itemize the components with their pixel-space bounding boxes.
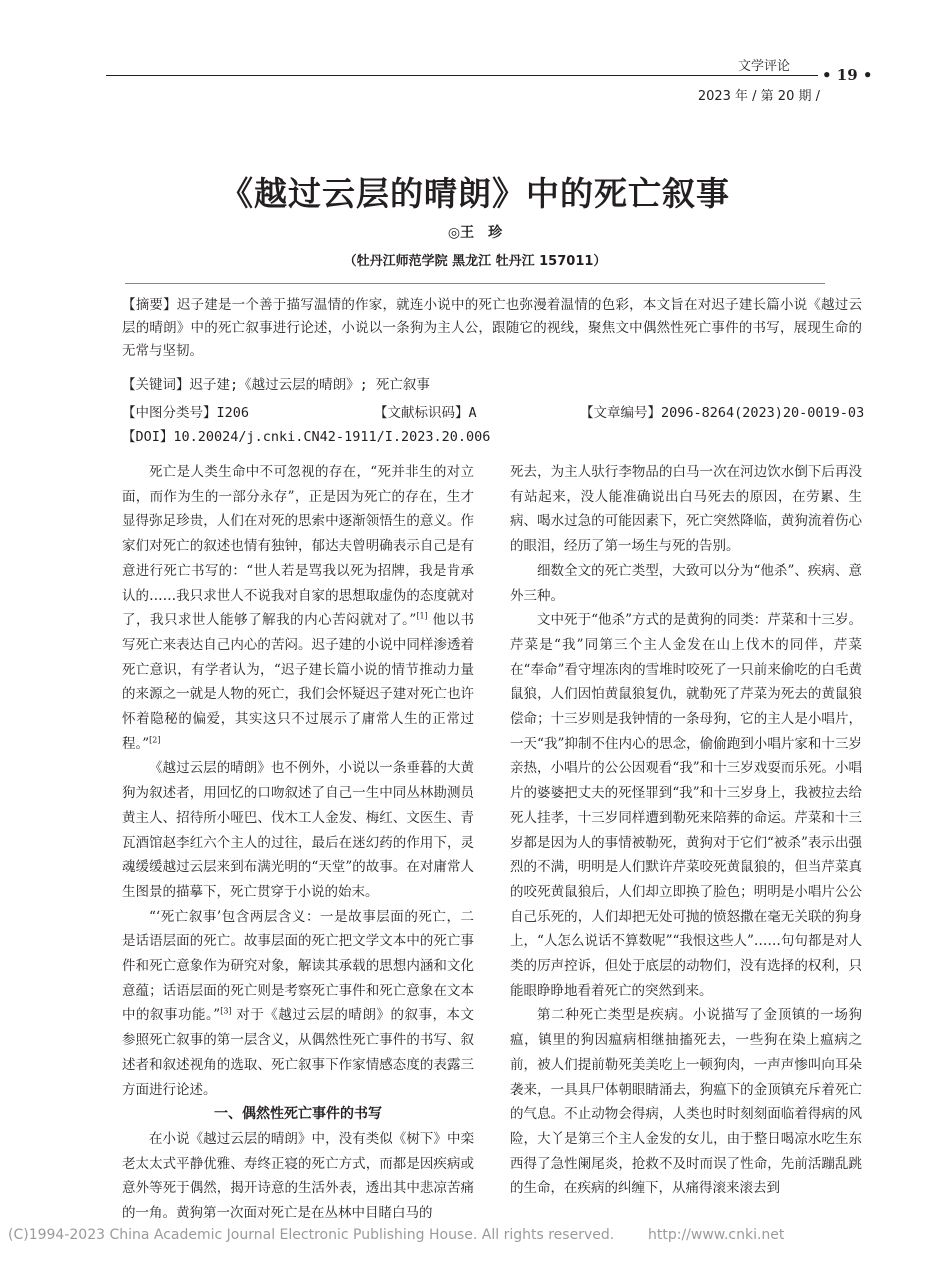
classification-number: 【中图分类号】I206	[122, 405, 250, 421]
issue-info: 2023 年 / 第 20 期 /	[697, 89, 820, 104]
affiliation: （牡丹江师范学院 黑龙江 牡丹江 157011）	[343, 254, 607, 269]
author: ◎王 珍	[447, 225, 503, 241]
paragraph-text: 他以书写死亡来表达自己内心的苦闷。迟子建的小说中同样渗透着死亡意识，有学者认为，“迟子建长篇小说的情节推动力量的来源之一就是人物的死亡，我们会怀疑迟子建对死亡也许怀着隐秘的偏爱，其实这只不过展示了庸常人生的正常过程。”	[122, 612, 475, 752]
paragraph: 死去，为主人驮行李物品的白马一次在河边饮水倒下后再没有站起来，没人能准确说出白马死去的原因，在劳累、生病、喝水过急的可能因素下，死亡突然降临，黄狗流着伤心的眼泪，经历了第一场生与死的告别。	[510, 464, 862, 555]
paragraph	[122, 460, 474, 756]
paragraph	[122, 905, 474, 1103]
doi[interactable]: 【DOI】10.20024/j.cnki.CN42-1911/I.2023.20.006	[122, 429, 491, 445]
header-rule	[106, 75, 818, 76]
citation-ref[interactable]: [2]	[149, 735, 161, 745]
paragraph: 《越过云层的晴朗》也不例外，小说以一条垂暮的大黄狗为叙述者，用回忆的口吻叙述了自己一生中同丛林勘测员黄主人、招待所小哑巴、伐木工人金发、梅红、文医生、青瓦酒馆赵李红六个主人的过往，最后在迷幻药的作用下，灵魂缓缓越过云层来到布满光明的“天堂”的故事。在对庸常人生图景的描摹下，死亡贯穿于小说的始末。	[122, 760, 474, 900]
copyright-notice: (C)1994-2023 China Academic Journal Electronic Publishing House. All rights reserved.	[8, 1227, 615, 1243]
keywords: 【关键词】迟子建;《越过云层的晴朗》; 死亡叙事	[122, 377, 430, 393]
paragraph: 文中死于“他杀”方式的是黄狗的同类：芹菜和十三岁。芹菜是“我”同第三个主人金发在山上伐木的同伴，芹菜在“奉命”看守埋冻肉的雪堆时咬死了一只前来偷吃的白毛黄鼠狼，人们因怕黄鼠狼复仇，就勒死了芹菜为死去的黄鼠狼偿命；十三岁则是我钟情的一条母狗，它的主人是小唱片，一天“我”抑制不住内心的思念，偷偷跑到小唱片家和十三岁亲热，小唱片的公公因观看“我”和十三岁戏耍而乐死。小唱片的婆婆把丈夫的死怪罪到“我”和十三岁身上，我被拉去给死人挂孝，十三岁同样遭到勒死来陪葬的命运。芹菜和十三岁都是因为人的事情被勒死，黄狗对于它们“被杀”表示出强烈的不满，明明是人们默许芹菜咬死黄鼠狼的，但当芹菜真的咬死黄鼠狼后，人们却立即换了脸色；明明是小唱片公公自己乐死的，人们却把无处可抛的愤怒撒在毫无关联的狗身上，“人怎么说话不算数呢”“我恨这些人”……句句都是对人类的厉声控诉，但处于底层的动物们，没有选择的权利，只能眼睁睁地看着死亡的突然到来。	[510, 612, 862, 999]
paragraph-text: 死亡是人类生命中不可忽视的存在，“死并非生的对立面，而作为生的一部分永存”，正是因为死亡的存在，生才显得弥足珍贵，人们在对死的思索中逐渐领悟生的意义。作家们对死亡的叙述也情有独钟，郁达夫曾明确表示自己是有意进行死亡书写的：“世人若是骂我以死为招牌，我是肯承认的……我只求世人不说我对自家的思想取虚伪的态度就对了，我只求世人能够了解我的内心苦闷就对了。”	[122, 464, 474, 629]
body-column-right	[510, 460, 862, 1201]
paragraph-text: “‘死亡叙事’包含两层含义：一是故事层面的死亡，二是话语层面的死亡。故事层面的死亡把文学文本中的死亡事件和死亡意象作为研究对象，解读其承载的思想内涵和文化意蕴；话语层面的死亡则是考察死亡事件和死亡意象在文本中的叙事功能。”	[122, 908, 474, 1024]
paragraph: 第二种死亡类型是疾病。小说描写了金顶镇的一场狗瘟，镇里的狗因瘟病相继抽搐死去，一些狗在染上瘟病之前，被人们提前勒死美美吃上一顿狗肉，一声声惨叫向耳朵袭来，一具具尸体朝眼睛涌去，狗瘟下的金顶镇充斥着死亡的气息。不止动物会得病，人类也时时刻刻面临着得病的风险，大丫是第三个主人金发的女儿，由于整日喝凉水吃生东西得了急性阑尾炎，抢救不及时而误了性命，先前活蹦乱跳的生命，在疾病的纠缠下，从痛得滚来滚去到	[510, 1007, 862, 1197]
paragraph: 在小说《越过云层的晴朗》中，没有类似《树下》中栾老太太式平静优雅、寿终正寝的死亡方式，而都是因疾病或意外等死于偶然，揭开诗意的生活外表，透出其中悲凉苦痛的一角。黄狗第一次面对死亡是在丛林中目睹白马的	[122, 1130, 474, 1222]
journal-name: 文学评论	[737, 59, 790, 74]
citation-ref[interactable]: [3]	[220, 1006, 232, 1016]
citation-ref[interactable]: [1]	[416, 611, 428, 621]
section-heading: 一、偶然性死亡事件的书写	[214, 1106, 382, 1123]
page-number: • 19 •	[822, 66, 873, 84]
paragraph: 细数全文的死亡类型，大致可以分为“他杀”、疾病、意外三种。	[510, 562, 862, 604]
article-title: 《越过云层的晴朗》中的死亡叙事	[220, 174, 730, 213]
title-separator	[125, 283, 825, 284]
body-column-left	[122, 460, 474, 1226]
footer-url[interactable]: http://www.cnki.net	[648, 1227, 785, 1243]
paragraph-text: 对于《越过云层的晴朗》的叙事，本文参照死亡叙事的第一层含义，从偶然性死亡事件的书写、叙述者和叙述视角的选取、死亡叙事下作家情感态度的表露三方面进行论述。	[122, 1007, 474, 1098]
article-number: 【文章编号】2096-8264(2023)20-0019-03	[580, 405, 865, 421]
abstract: 【摘要】迟子建是一个善于描写温情的作家，就连小说中的死亡也弥漫着温情的色彩，本文旨在对迟子建长篇小说《越过云层的晴朗》中的死亡叙事进行论述，小说以一条狗为主人公，跟随它的视线，聚焦文中偶然性死亡事件的书写，展现生命的无常与坚韧。	[122, 297, 862, 359]
document-code: 【文献标识码】A	[374, 405, 477, 421]
